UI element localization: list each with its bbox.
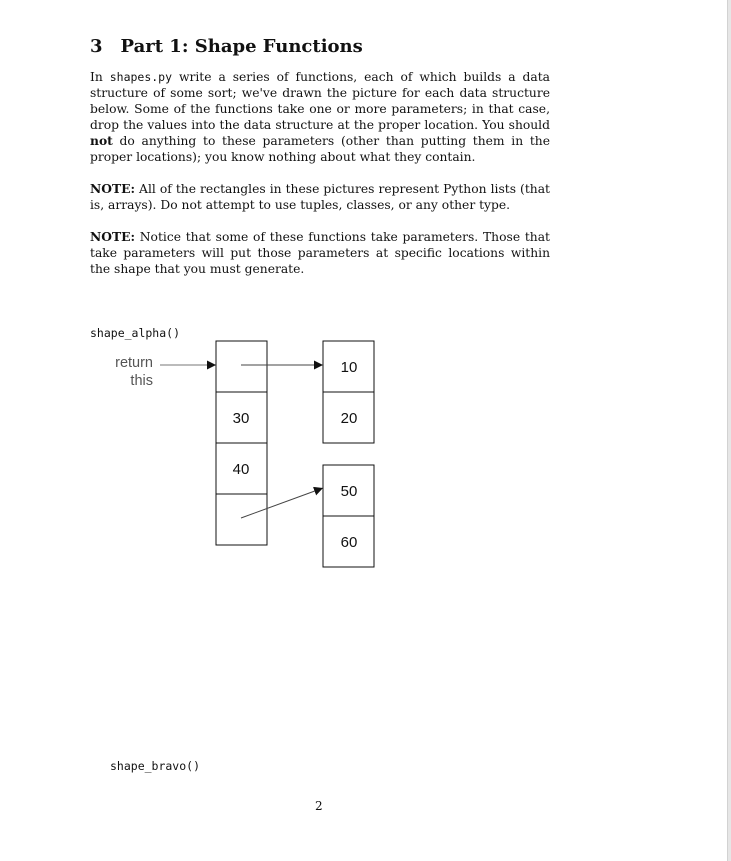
second-inner-value-50: 50 [340,483,358,500]
second-inner-value-60: 60 [340,534,358,551]
section-title: Part 1: Shape Functions [120,36,363,57]
note-label: NOTE: [90,181,136,196]
pointer-arrow-to-second-inner [241,488,323,518]
outer-list-value-30: 30 [232,410,250,427]
outer-list-value-40: 40 [232,461,250,478]
intro-middle: write a series of functions, each of which builds a data structure of some sort; we've drawn the picture for each data structure below. Some of the functions take one or more parameters; in that case, drop the values into the data structure at the proper location. You should [90,70,550,132]
note-text: All of the rectangles in these pictures represent Python lists (that is, arrays). Do not attempt to use tuples, classes, or any other type. [90,182,550,212]
return-label-line1: return [115,355,153,371]
page-number: 2 [315,799,323,813]
outer-list-cell-3 [216,494,267,545]
first-inner-value-10: 10 [340,359,358,376]
filename-shapes-py: shapes.py [109,70,173,84]
return-label-line2: this [130,373,153,389]
intro-lead: In [90,70,110,84]
shape-bravo-function-name: shape_bravo() [110,759,201,773]
shape-alpha-function-name: shape_alpha() [90,326,181,340]
note-text: Notice that some of these functions take parameters. Those that take parameters will put those parameters at specific locations within the shape that you must generate. [90,230,550,276]
note-label: NOTE: [90,229,136,244]
first-inner-value-20: 20 [340,410,358,427]
section-number: 3 [90,36,103,57]
intro-tail: do anything to these parameters (other than putting them in the proper locations); you know nothing about what they contain. [90,134,550,164]
intro-emphasis-not: not [90,133,113,148]
outer-list-cell-0 [216,341,267,392]
